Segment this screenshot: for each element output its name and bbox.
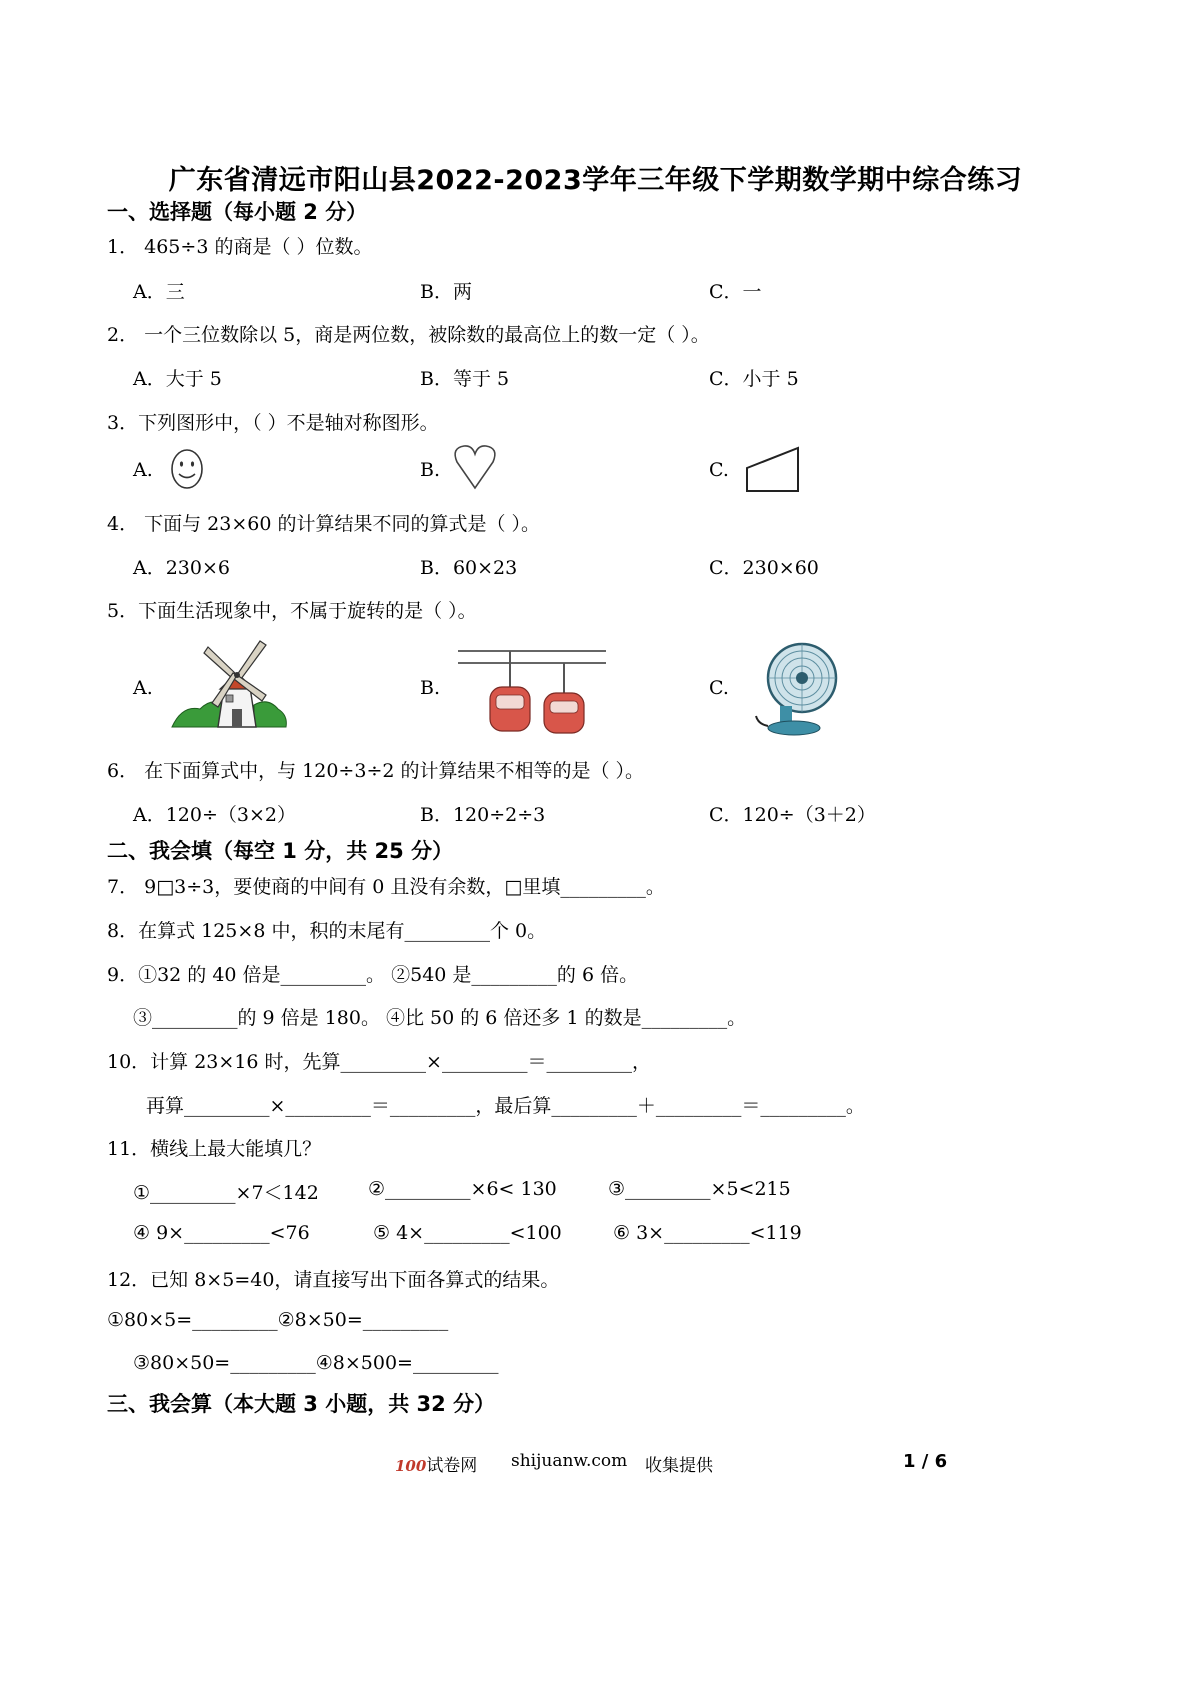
q5-option-c: C. [709, 677, 729, 699]
question-1: 1． 465÷3 的商是（ ）位数。 [107, 236, 373, 258]
question-9-line-1: 9．①32 的 40 倍是_________。 ②540 是_________的 6 倍。 [107, 964, 639, 986]
q1-option-b: B．两 [420, 281, 472, 303]
q3-option-b: B. [420, 459, 441, 481]
question-9-line-2: ③_________的 9 倍是 180。 ④比 50 的 6 倍还多 1 的数是_________。 [133, 1007, 747, 1029]
question-10-line-2: 再算_________×_________＝_________，最后算_________＋_________＝_________。 [146, 1095, 865, 1117]
question-3: 3．下列图形中，（ ）不是轴对称图形。 [107, 412, 439, 434]
footer-domain: shijuanw.com [511, 1451, 628, 1471]
footer-brand [395, 1451, 477, 1476]
q6-option-a: A．120÷（3×2） [133, 804, 297, 826]
question-2: 2． 一个三位数除以 5，商是两位数，被除数的最高位上的数一定（ ）。 [107, 324, 710, 346]
heart-outline-icon [453, 444, 497, 490]
q11-item-5: ⑤ 4×_________<100 [373, 1222, 562, 1244]
q3-option-c: C. [709, 459, 729, 481]
question-6: 6． 在下面算式中，与 120÷3÷2 的计算结果不相等的是（ ）。 [107, 760, 645, 782]
question-11: 11．横线上最大能填几？ [107, 1138, 322, 1160]
q11-item-1: ①_________×7＜142 [133, 1182, 319, 1204]
q6-option-c: C．120÷（3＋2） [709, 804, 876, 826]
footer-site-name: 试卷网 [426, 1456, 478, 1476]
q1-option-c: C．一 [709, 281, 762, 303]
electric-fan-icon [750, 640, 842, 738]
question-8: 8．在算式 125×8 中，积的末尾有_________个 0。 [107, 920, 547, 942]
q11-item-4: ④ 9×_________<76 [133, 1222, 310, 1244]
q11-item-2: ②_________×6< 130 [368, 1178, 557, 1200]
q1-option-a: A．三 [133, 281, 185, 303]
q5-option-b: B. [420, 677, 441, 699]
q4-option-c: C．230×60 [709, 557, 819, 579]
footer-brand-logo: 100 [395, 1457, 427, 1475]
q2-option-b: B．等于 5 [420, 368, 510, 390]
trapezoid-icon [745, 446, 801, 494]
footer-note: 收集提供 [645, 1456, 713, 1476]
q11-item-6: ⑥ 3×_________<119 [613, 1222, 802, 1244]
windmill-icon [168, 635, 290, 733]
q6-option-b: B．120÷2÷3 [420, 804, 546, 826]
smiley-face-icon [170, 448, 204, 490]
q3-option-a: A. [133, 459, 153, 481]
q11-item-3: ③_________×5<215 [608, 1178, 791, 1200]
question-7: 7． 9□3÷3，要使商的中间有 0 且没有余数，□里填_________。 [107, 876, 665, 898]
q12-line-2: ③80×50=_________④8×500=_________ [133, 1352, 499, 1374]
q2-option-a: A．大于 5 [133, 368, 222, 390]
cable-car-icon [458, 645, 608, 737]
page-title: 广东省清远市阳山县2022-2023学年三年级下学期数学期中综合练习 [168, 165, 1023, 196]
section-heading-choice: 一、选择题（每小题 2 分） [107, 200, 368, 224]
question-10-line-1: 10．计算 23×16 时，先算_________×_________＝_________， [107, 1051, 651, 1073]
section-heading-calc: 三、我会算（本大题 3 小题，共 32 分） [107, 1392, 496, 1416]
q2-option-c: C．小于 5 [709, 368, 799, 390]
question-12: 12．已知 8×5=40，请直接写出下面各算式的结果。 [107, 1269, 560, 1291]
q5-option-a: A. [133, 677, 153, 699]
page-number: 1 / 6 [903, 1451, 948, 1472]
q12-line-1: ①80×5=_________②8×50=_________ [107, 1309, 449, 1331]
question-4: 4． 下面与 23×60 的计算结果不同的算式是（ ）。 [107, 513, 541, 535]
q4-option-a: A．230×6 [133, 557, 230, 579]
question-5: 5．下面生活现象中，不属于旋转的是（ ）。 [107, 600, 477, 622]
q4-option-b: B．60×23 [420, 557, 518, 579]
section-heading-fill: 二、我会填（每空 1 分，共 25 分） [107, 839, 454, 863]
